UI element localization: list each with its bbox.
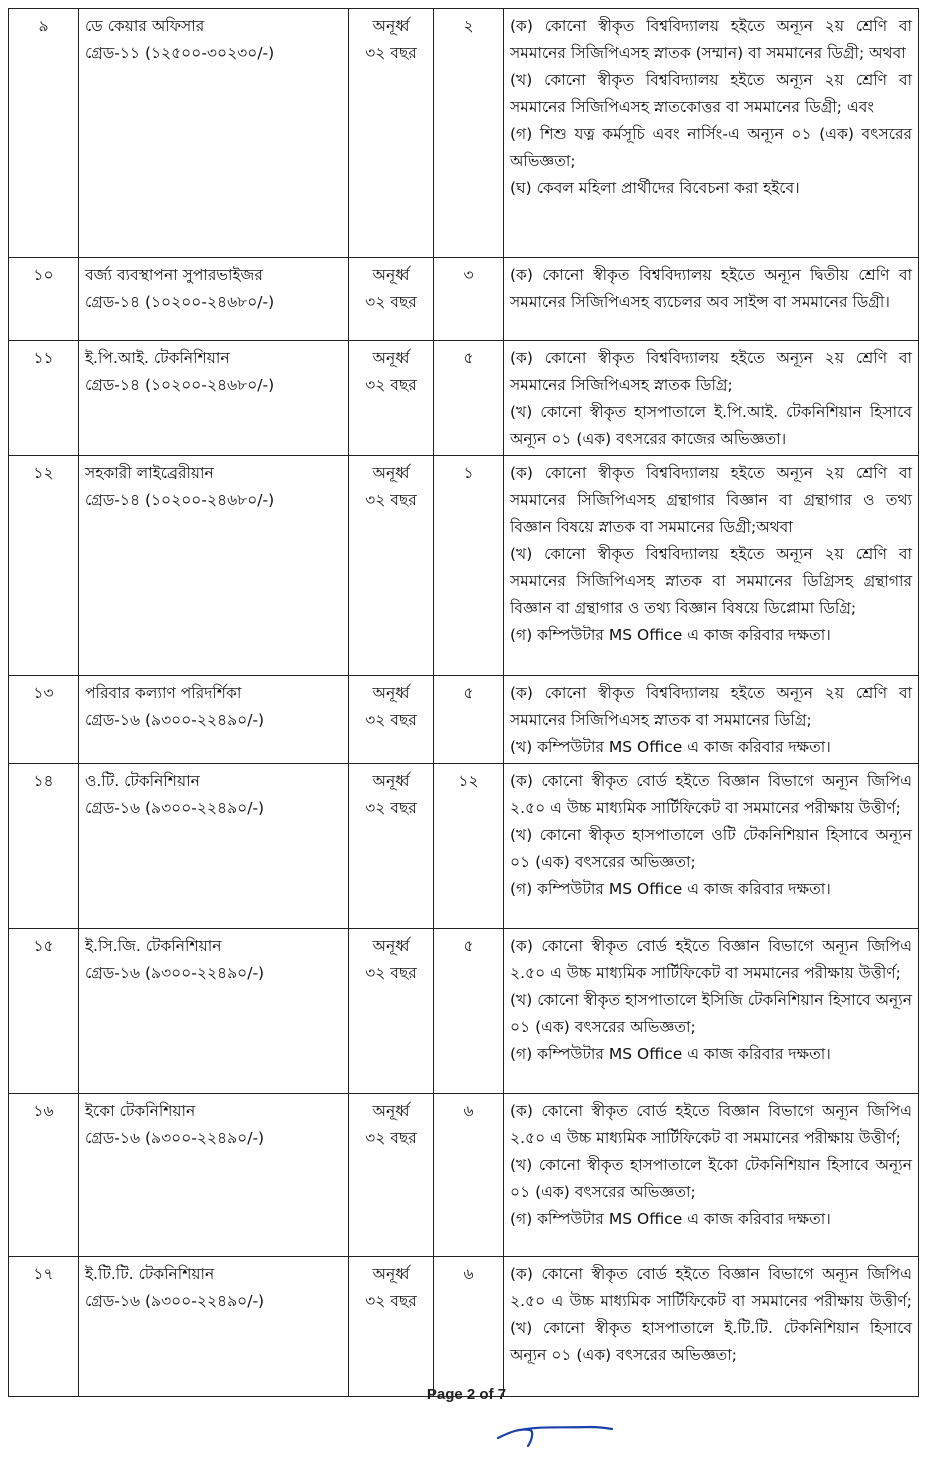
page-footer: [0, 1386, 933, 1403]
age-limit-value: ৩২ বছর: [365, 491, 417, 509]
qualification-item: (ক) কোনো স্বীকৃত বোর্ড হইতে বিজ্ঞান বিভাগে অন্যূন জিপিএ ২.৫০ এ উচ্চ মাধ্যমিক সার্টিফিকেট বা সমমানের পরীক্ষায় উত্তীর্ণ;: [510, 937, 912, 982]
qualification-item: (খ) কোনো স্বীকৃত হাসপাতালে ই.পি.আই. টেকনিশিয়ান হিসাবে অন্যূন ০১ (এক) বৎসরের কাজের অভিজ্ঞতা।: [510, 403, 912, 448]
age-limit-label: অনূর্ধ্ব: [372, 937, 410, 955]
signature-mark: [490, 1410, 620, 1450]
age-limit-label: অনূর্ধ্ব: [372, 266, 410, 284]
post-name: সহকারী লাইব্রেরীয়ান: [85, 464, 214, 482]
qualification-item: (গ) কম্পিউটার MS Office এ কাজ করিবার দক্ষতা।: [510, 1210, 831, 1228]
age-limit-label: অনূর্ধ্ব: [372, 684, 410, 702]
table-row: [9, 258, 919, 341]
age-limit-value: ৩২ বছর: [365, 44, 417, 62]
qualification-item: (ক) কোনো স্বীকৃত বিশ্ববিদ্যালয় হইতে অন্যূন ২য় শ্রেণি বা সমমানের সিজিপিএসহ স্নাতক (সম্মান) বা সমমানের ডিগ্রী; অথবা: [510, 17, 912, 62]
qualification-cell: [504, 1257, 919, 1397]
qualification-cell: [504, 1094, 919, 1257]
post-grade: গ্রেড-১৬ (৯৩০০-২২৪৯০/-): [85, 964, 265, 982]
age-limit-cell: [349, 341, 434, 456]
qualification-cell: [504, 929, 919, 1094]
page-label: Page: [426, 1386, 463, 1403]
qualification-cell: [504, 764, 919, 929]
serial-number: ১২: [9, 456, 79, 676]
post-count: ৫: [434, 341, 504, 456]
age-limit-label: অনূর্ধ্ব: [372, 772, 410, 790]
post-grade: গ্রেড-১৪ (১০২০০-২৪৬৮০/-): [85, 293, 275, 311]
table-row: [9, 764, 919, 929]
qualification-item: (খ) কোনো স্বীকৃত বিশ্ববিদ্যালয় হইতে অন্যূন ২য় শ্রেণি বা সমমানের সিজিপিএসহ স্নাতক বা সমমানের ডিগ্রিসহ গ্রন্থাগার বিজ্ঞান বা গ্রন্থাগার ও তথ্য বিজ্ঞান বিষয়ে ডিপ্লোমা ডিগ্রি;: [510, 545, 912, 617]
post-grade: গ্রেড-১১ (১২৫০০-৩০২৩০/-): [85, 44, 275, 62]
age-limit-value: ৩২ বছর: [365, 1292, 417, 1310]
age-limit-cell: [349, 456, 434, 676]
age-limit-label: অনূর্ধ্ব: [372, 1265, 410, 1283]
table-row: [9, 341, 919, 456]
serial-number: ১৪: [9, 764, 79, 929]
post-name: ও.টি. টেকনিশিয়ান: [85, 772, 200, 790]
age-limit-value: ৩২ বছর: [365, 293, 417, 311]
qualification-item: (ক) কোনো স্বীকৃত বোর্ড হইতে বিজ্ঞান বিভাগে অন্যূন জিপিএ ২.৫০ এ উচ্চ মাধ্যমিক সার্টিফিকেট বা সমমানের পরীক্ষায় উত্তীর্ণ;: [510, 772, 912, 817]
qualification-item: (ক) কোনো স্বীকৃত বোর্ড হইতে বিজ্ঞান বিভাগে অন্যূন জিপিএ ২.৫০ এ উচ্চ মাধ্যমিক সার্টিফিকেট বা সমমানের পরীক্ষায় উত্তীর্ণ;: [510, 1102, 912, 1147]
post-grade: গ্রেড-১৬ (৯৩০০-২২৪৯০/-): [85, 1129, 265, 1147]
post-count: ৬: [434, 1094, 504, 1257]
post-count: ১২: [434, 764, 504, 929]
post-count: ৫: [434, 676, 504, 764]
post-count: ৬: [434, 1257, 504, 1397]
qualification-item: (গ) শিশু যত্ন কর্মসূচি এবং নার্সিং-এ অন্যূন ০১ (এক) বৎসরের অভিজ্ঞতা;: [510, 125, 912, 170]
qualification-item: (খ) কোনো স্বীকৃত হাসপাতালে ইসিজি টেকনিশিয়ান হিসাবে অন্যূন ০১ (এক) বৎসরের অভিজ্ঞতা;: [510, 991, 912, 1036]
qualification-item: (গ) কম্পিউটার MS Office এ কাজ করিবার দক্ষতা।: [510, 1045, 831, 1063]
age-limit-value: ৩২ বছর: [365, 799, 417, 817]
age-limit-cell: [349, 9, 434, 258]
qualification-cell: [504, 676, 919, 764]
vacancy-table: [8, 8, 919, 1397]
post-name: বর্জ্য ব্যবস্থাপনা সুপারভাইজর: [85, 266, 263, 284]
age-limit-cell: [349, 258, 434, 341]
post-cell: [79, 1094, 349, 1257]
post-cell: [79, 1257, 349, 1397]
post-name: ই.সি.জি. টেকনিশিয়ান: [85, 937, 222, 955]
table-row: [9, 929, 919, 1094]
signature-stroke: [498, 1427, 612, 1446]
table-row: [9, 1094, 919, 1257]
page-total: 7: [497, 1386, 507, 1403]
post-cell: [79, 676, 349, 764]
post-name: ডে কেয়ার অফিসার: [85, 17, 205, 35]
post-count: ১: [434, 456, 504, 676]
qualification-cell: [504, 456, 919, 676]
age-limit-label: অনূর্ধ্ব: [372, 464, 410, 482]
qualification-item: (ক) কোনো স্বীকৃত বোর্ড হইতে বিজ্ঞান বিভাগে অন্যূন জিপিএ ২.৫০ এ উচ্চ মাধ্যমিক সার্টিফিকেট বা সমমানের পরীক্ষায় উত্তীর্ণ; (খ) কোনো স্বীকৃত হাসপাতালে ই.টি.টি. টেকনিশিয়ান হিসাবে অন্যূন ০১ (এক) বৎসরের অভিজ্ঞতা;: [510, 1265, 912, 1364]
serial-number: ৯: [9, 9, 79, 258]
qualification-item: (গ) কম্পিউটার MS Office এ কাজ করিবার দক্ষতা।: [510, 626, 831, 644]
age-limit-value: ৩২ বছর: [365, 1129, 417, 1147]
qualification-item: (ক) কোনো স্বীকৃত বিশ্ববিদ্যালয় হইতে অন্যূন ২য় শ্রেণি বা সমমানের সিজিপিএসহ স্নাতক বা সমমানের ডিগ্রি;: [510, 684, 912, 729]
table-row: [9, 1257, 919, 1397]
post-name: ইকো টেকনিশিয়ান: [85, 1102, 196, 1120]
qualification-item: (ক) কোনো স্বীকৃত বিশ্ববিদ্যালয় হইতে অন্যূন ২য় শ্রেণি বা সমমানের সিজিপিএসহ গ্রন্থাগার বিজ্ঞান বা গ্রন্থাগার ও তথ্য বিজ্ঞান বিষয়ে স্নাতক বা সমমানের ডিগ্রী;অথবা: [510, 464, 912, 536]
serial-number: ১৬: [9, 1094, 79, 1257]
post-grade: গ্রেড-১৪ (১০২০০-২৪৬৮০/-): [85, 491, 275, 509]
serial-number: ১১: [9, 341, 79, 456]
age-limit-cell: [349, 764, 434, 929]
age-limit-label: অনূর্ধ্ব: [372, 17, 410, 35]
qualification-item: (খ) কোনো স্বীকৃত হাসপাতালে ওটি টেকনিশিয়ান হিসাবে অন্যূন ০১ (এক) বৎসরের অভিজ্ঞতা;: [510, 826, 912, 871]
post-cell: [79, 456, 349, 676]
qualification-item: (খ) কম্পিউটার MS Office এ কাজ করিবার দক্ষতা।: [510, 738, 831, 756]
qualification-cell: [504, 341, 919, 456]
qualification-item: (খ) কোনো স্বীকৃত হাসপাতালে ইকো টেকনিশিয়ান হিসাবে অন্যূন ০১ (এক) বৎসরের অভিজ্ঞতা;: [510, 1156, 912, 1201]
post-grade: গ্রেড-১৪ (১০২০০-২৪৬৮০/-): [85, 376, 275, 394]
age-limit-cell: [349, 1257, 434, 1397]
qualification-item: (খ) কোনো স্বীকৃত বিশ্ববিদ্যালয় হইতে অন্যূন ২য় শ্রেণি বা সমমানের সিজিপিএসহ স্নাতকোত্তর বা সমমানের ডিগ্রী; এবং: [510, 71, 912, 116]
post-cell: [79, 341, 349, 456]
page-of: of: [479, 1386, 494, 1403]
table-row: [9, 676, 919, 764]
post-count: ৩: [434, 258, 504, 341]
age-limit-label: অনূর্ধ্ব: [372, 1102, 410, 1120]
qualification-item: (ক) কোনো স্বীকৃত বিশ্ববিদ্যালয় হইতে অন্যূন ২য় শ্রেণি বা সমমানের সিজিপিএসহ স্নাতক ডিগ্রি;: [510, 349, 912, 394]
serial-number: ১০: [9, 258, 79, 341]
qualification-item: (গ) কম্পিউটার MS Office এ কাজ করিবার দক্ষতা।: [510, 880, 831, 898]
qualification-item: (ঘ) কেবল মহিলা প্রার্থীদের বিবেচনা করা হইবে।: [510, 179, 800, 197]
post-cell: [79, 929, 349, 1094]
post-cell: [79, 9, 349, 258]
age-limit-value: ৩২ বছর: [365, 964, 417, 982]
age-limit-value: ৩২ বছর: [365, 711, 417, 729]
qualification-item: (ক) কোনো স্বীকৃত বিশ্ববিদ্যালয় হইতে অন্যূন দ্বিতীয় শ্রেণি বা সমমানের সিজিপিএসহ ব্যচেলর অব সাইন্স বা সমমানের ডিগ্রী।: [510, 266, 912, 311]
qualification-cell: [504, 9, 919, 258]
page-current: 2: [466, 1386, 476, 1403]
qualification-cell: [504, 258, 919, 341]
serial-number: ১৩: [9, 676, 79, 764]
age-limit-value: ৩২ বছর: [365, 376, 417, 394]
post-name: ই.টি.টি. টেকনিশিয়ান: [85, 1265, 215, 1283]
post-name: ই.পি.আই. টেকনিশিয়ান: [85, 349, 230, 367]
age-limit-cell: [349, 676, 434, 764]
post-count: ২: [434, 9, 504, 258]
post-cell: [79, 258, 349, 341]
post-grade: গ্রেড-১৬ (৯৩০০-২২৪৯০/-): [85, 799, 265, 817]
post-count: ৫: [434, 929, 504, 1094]
serial-number: ১৭: [9, 1257, 79, 1397]
post-grade: গ্রেড-১৬ (৯৩০০-২২৪৯০/-): [85, 1292, 265, 1310]
table-row: [9, 9, 919, 258]
post-grade: গ্রেড-১৬ (৯৩০০-২২৪৯০/-): [85, 711, 265, 729]
table-row: [9, 456, 919, 676]
serial-number: ১৫: [9, 929, 79, 1094]
age-limit-label: অনূর্ধ্ব: [372, 349, 410, 367]
age-limit-cell: [349, 1094, 434, 1257]
post-cell: [79, 764, 349, 929]
age-limit-cell: [349, 929, 434, 1094]
vacancy-table-body: [9, 9, 919, 1397]
post-name: পরিবার কল্যাণ পরিদর্শিকা: [85, 684, 242, 702]
